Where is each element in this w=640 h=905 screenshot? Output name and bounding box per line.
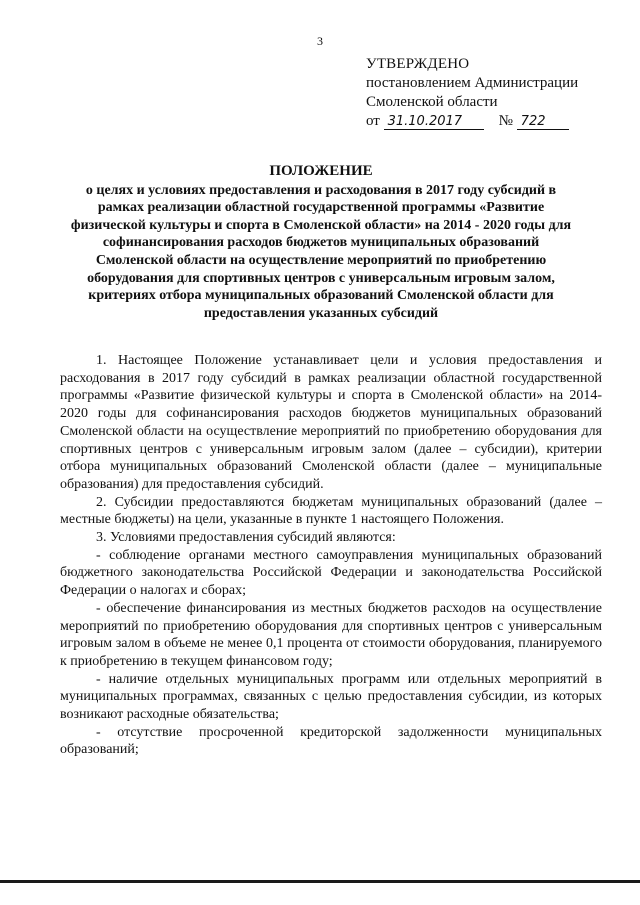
- paragraph-1: 1. Настоящее Положение устанавливает цели и условия предоставления и расходования в 2017 году субсидий в рамках реализации областной государственной программы «Развитие физической культуры и спорта в Смоленской области» на 2014-2020 годы для софинансирования расходов бюджетов муниципальных образований Смоленской области на осуществление мероприятий по приобретению оборудования для спортивных центров с универсальным игровым залом (далее – субсидии), критерии отбора муниципальных образований Смоленской области (далее – муниципальные образования) для предоставления субсидий.: [60, 353, 602, 492]
- approval-line-2: Смоленской области: [366, 94, 498, 110]
- document-subtitle: о целях и условиях предоставления и расходования в 2017 году субсидий в рамках реализации областной государственной программы «Развитие физической культуры и спорта в Смоленской области» на 2014 - 2020 годы для софинансирования расходов бюджетов муниципальных образований Смоленской области на осуществление мероприятий по приобретению оборудования для спортивных центров с универсальным игровым залом, критериях отбора муниципальных образований Смоленской области для предоставления указанных субсидий: [70, 182, 572, 321]
- document-body: [60, 352, 602, 759]
- approval-stamp: [366, 55, 578, 131]
- document-heading: [66, 163, 576, 322]
- page-number: 3: [317, 34, 323, 48]
- paragraph-3: 3. Условиями предоставления субсидий являются:: [96, 530, 396, 546]
- date-prefix: от: [366, 113, 380, 129]
- document-title: ПОЛОЖЕНИЕ: [269, 163, 373, 179]
- paragraph-3-item-2: - обеспечение финансирования из местных бюджетов расходов на осуществление мероприятий по приобретению оборудования для спортивных центров с универсальным игровым залом в объеме не менее 0,1 процента от стоимости оборудования, планируемого к приобретению в текущем финансовом году;: [60, 600, 602, 669]
- approval-line-1: постановлением Администрации: [366, 75, 579, 91]
- paragraph-3-item-4: - отсутствие просроченной кредиторской задолженности муниципальных образований;: [60, 724, 602, 758]
- approval-title: УТВЕРЖДЕНО: [366, 56, 470, 72]
- approval-date-line: [366, 112, 578, 131]
- handwritten-number: 722: [517, 115, 569, 130]
- paragraph-3-item-3: - наличие отдельных муниципальных программ или отдельных мероприятий в муниципальных программах, связанных с целью предоставления субсидии, из которых возникают расходные обязательства;: [60, 671, 602, 723]
- paragraph-3-item-1: - соблюдение органами местного самоуправления муниципальных образований бюджетного законодательства Российской Федерации и законодательства Российской Федерации о налогах и сборах;: [60, 547, 602, 599]
- number-sign: №: [498, 113, 513, 129]
- paragraph-2: 2. Субсидии предоставляются бюджетам муниципальных образований (далее – местные бюджеты) на цели, указанные в пункте 1 настоящего Положения.: [60, 494, 602, 528]
- bottom-scan-edge: [0, 880, 640, 883]
- handwritten-date: 31.10.2017: [384, 115, 484, 130]
